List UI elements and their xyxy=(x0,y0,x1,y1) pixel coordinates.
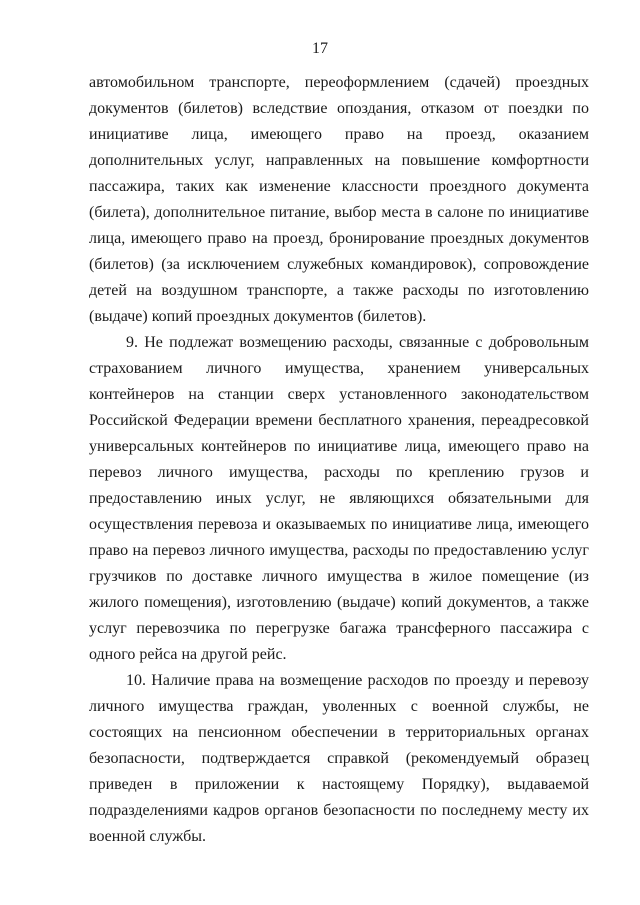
document-body xyxy=(89,70,589,850)
page-number: 17 xyxy=(312,40,328,57)
paragraph-item-10: 10. Наличие права на возмещение расходов по проезду и перевозу личного имущества граждан, уволенных с военной службы, не состоящих на пенсионном обеспечении в территориальных органах безопасности, подтверждается справкой (рекомендуемый образец приведен в приложении к настоящему Порядку), выдаваемой подразделениями кадров органов безопасности по последнему месту их военной службы. xyxy=(89,672,589,845)
paragraph-item-9: 9. Не подлежат возмещению расходы, связанные с добровольным страхованием личного имущества, хранением универсальных контейнеров на станции сверх установленного законодательством Российской Федерации времени бесплатного хранения, переадресовкой универсальных контейнеров по инициативе лица, имеющего право на перевоз личного имущества, расходы по креплению грузов и предоставлению иных услуг, не являющихся обязательными для осуществления перевоза и оказываемых по инициативе лица, имеющего право на перевоз личного имущества, расходы по предоставлению услуг грузчиков по доставке личного имущества в жилое помещение (из жилого помещения), изготовлению (выдаче) копий документов, а также услуг перевозчика по перегрузке багажа трансферного пассажира с одного рейса на другой рейс. xyxy=(89,334,589,663)
paragraph-continuation: автомобильном транспорте, переоформлением (сдачей) проездных документов (билетов) вследствие опоздания, отказом от поездки по инициативе лица, имеющего право на проезд, оказанием дополнительных услуг, направленных на повышение комфортности пассажира, таких как изменение классности проездного документа (билета), дополнительное питание, выбор места в салоне по инициативе лица, имеющего право на проезд, бронирование проездных документов (билетов) (за исключением служебных командировок), сопровождение детей на воздушном транспорте, а также расходы по изготовлению (выдаче) копий проездных документов (билетов). xyxy=(89,74,589,325)
